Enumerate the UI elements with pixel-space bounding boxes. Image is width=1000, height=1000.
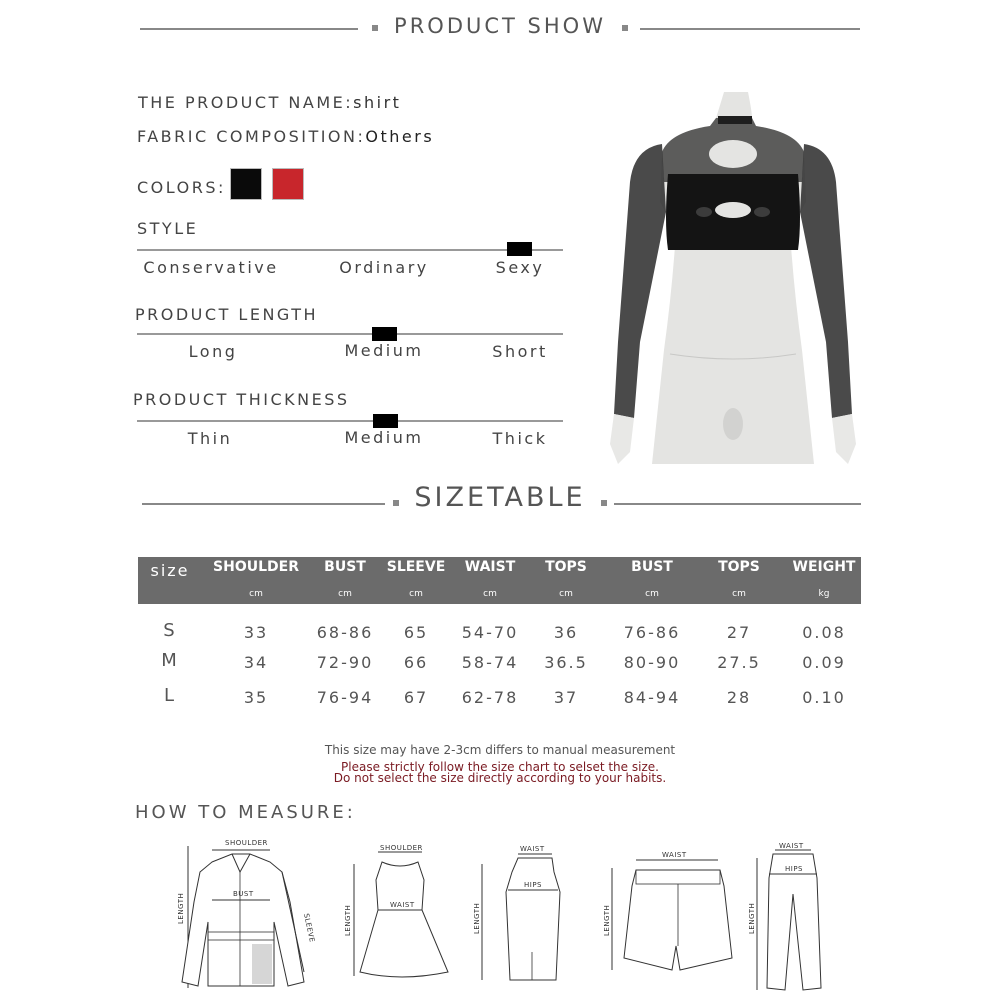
column-unit: cm [249, 589, 263, 599]
section-title-sizetable: SIZETABLE [414, 482, 586, 513]
measure-figure-skirt [470, 842, 570, 987]
length-selected-marker [372, 327, 397, 341]
column-header: size [150, 561, 190, 580]
style-label: STYLE [137, 219, 199, 238]
table-cell: 33 [243, 623, 269, 642]
product-photo [606, 92, 860, 464]
table-cell: 35 [243, 688, 269, 707]
table-cell: 67 [403, 688, 429, 707]
label-length-jacket: LENGTH [177, 892, 185, 924]
table-cell: 36 [553, 623, 579, 642]
length-scale-line [137, 333, 563, 335]
divider-left [140, 28, 358, 30]
label-length-pants: LENGTH [748, 902, 756, 934]
size-label: M [161, 650, 179, 671]
measure-figure-shorts [600, 846, 740, 976]
column-header: WAIST [464, 559, 516, 575]
length-option-medium: Medium [344, 341, 424, 360]
thickness-option-thick: Thick [492, 429, 548, 448]
table-cell: 58-74 [461, 653, 519, 672]
column-unit: cm [732, 589, 746, 599]
fabric-value: Others [365, 127, 435, 146]
table-cell: 76-86 [623, 623, 681, 642]
measure-figure-pants [745, 838, 835, 996]
table-cell: 62-78 [461, 688, 519, 707]
fabric-row [137, 127, 434, 146]
style-scale-line [137, 249, 563, 251]
label-shoulder-jacket: SHOULDER [225, 839, 268, 847]
column-header: BUST [324, 559, 366, 575]
column-header: BUST [631, 559, 673, 575]
label-length-skirt: LENGTH [473, 902, 481, 934]
column-unit: cm [559, 589, 573, 599]
sizetable-square-left [393, 500, 399, 506]
table-cell: 0.08 [802, 623, 846, 642]
sizetable-square-right [601, 500, 607, 506]
label-waist-skirt: WAIST [520, 845, 545, 853]
table-cell: 34 [243, 653, 269, 672]
fabric-label: FABRIC COMPOSITION: [137, 127, 366, 146]
size-label: S [163, 620, 177, 641]
measure-figure-dress [338, 840, 458, 990]
style-option-sexy: Sexy [495, 258, 545, 277]
length-label: PRODUCT LENGTH [135, 305, 319, 324]
table-cell: 76-94 [316, 688, 374, 707]
label-length-dress: LENGTH [344, 904, 352, 936]
label-shoulder-dress: SHOULDER [380, 844, 423, 852]
table-cell: 27.5 [717, 653, 761, 672]
table-cell: 80-90 [623, 653, 681, 672]
style-selected-marker [507, 242, 532, 256]
column-unit: cm [645, 589, 659, 599]
style-option-conservative: Conservative [143, 258, 279, 277]
product-name-value: shirt [353, 93, 402, 112]
divider-square-left [372, 25, 378, 31]
color-swatch-red[interactable] [272, 168, 304, 200]
label-sleeve-jacket: SLEEVE [302, 912, 316, 944]
habit-warning: Do not select the size directly according to your habits. [333, 771, 667, 785]
section-title-product-show: PRODUCT SHOW [394, 14, 606, 38]
label-waist-dress: WAIST [390, 901, 415, 909]
label-waist-shorts: WAIST [662, 851, 687, 859]
label-waist-pants: WAIST [779, 842, 804, 850]
label-hips-pants: HIPS [785, 865, 803, 873]
table-cell: 0.10 [802, 688, 846, 707]
product-name-label: THE PRODUCT NAME: [138, 93, 354, 112]
table-cell: 28 [726, 688, 752, 707]
column-unit: cm [338, 589, 352, 599]
color-swatch-black[interactable] [230, 168, 262, 200]
product-name-row [138, 93, 401, 112]
thickness-selected-marker [373, 414, 398, 428]
size-label: L [163, 685, 177, 706]
table-cell: 0.09 [802, 653, 846, 672]
size-chart-warning: Please strictly follow the size chart to selset the size. [341, 760, 659, 774]
length-option-long: Long [188, 342, 238, 361]
table-cell: 68-86 [316, 623, 374, 642]
divider-square-right [622, 25, 628, 31]
label-length-shorts: LENGTH [603, 904, 611, 936]
table-cell: 65 [403, 623, 429, 642]
thickness-option-thin: Thin [187, 429, 233, 448]
column-header: SLEEVE [386, 559, 446, 575]
table-cell: 54-70 [461, 623, 519, 642]
column-unit: cm [483, 589, 497, 599]
measurement-note: This size may have 2-3cm differs to manual measurement [324, 743, 676, 757]
colors-label: COLORS: [137, 178, 226, 197]
sizetable-divider-right [614, 503, 861, 505]
divider-right [640, 28, 860, 30]
table-cell: 72-90 [316, 653, 374, 672]
table-cell: 37 [553, 688, 579, 707]
column-header: TOPS [545, 559, 587, 575]
measure-figure-jacket [170, 832, 330, 992]
thickness-option-medium: Medium [344, 428, 424, 447]
style-option-ordinary: Ordinary [339, 258, 429, 277]
thickness-scale-line [137, 420, 563, 422]
column-unit: kg [818, 589, 830, 599]
length-option-short: Short [492, 342, 548, 361]
column-header: WEIGHT [792, 559, 856, 575]
table-cell: 66 [403, 653, 429, 672]
column-unit: cm [409, 589, 423, 599]
column-header: TOPS [718, 559, 760, 575]
table-cell: 36.5 [544, 653, 588, 672]
sizetable-divider-left [142, 503, 385, 505]
label-hips-skirt: HIPS [524, 881, 542, 889]
label-bust-jacket: BUST [233, 890, 254, 898]
column-header: SHOULDER [213, 559, 299, 575]
table-cell: 27 [726, 623, 752, 642]
table-cell: 84-94 [623, 688, 681, 707]
thickness-label: PRODUCT THICKNESS [133, 390, 350, 409]
how-to-measure-title: HOW TO MEASURE: [135, 802, 356, 823]
